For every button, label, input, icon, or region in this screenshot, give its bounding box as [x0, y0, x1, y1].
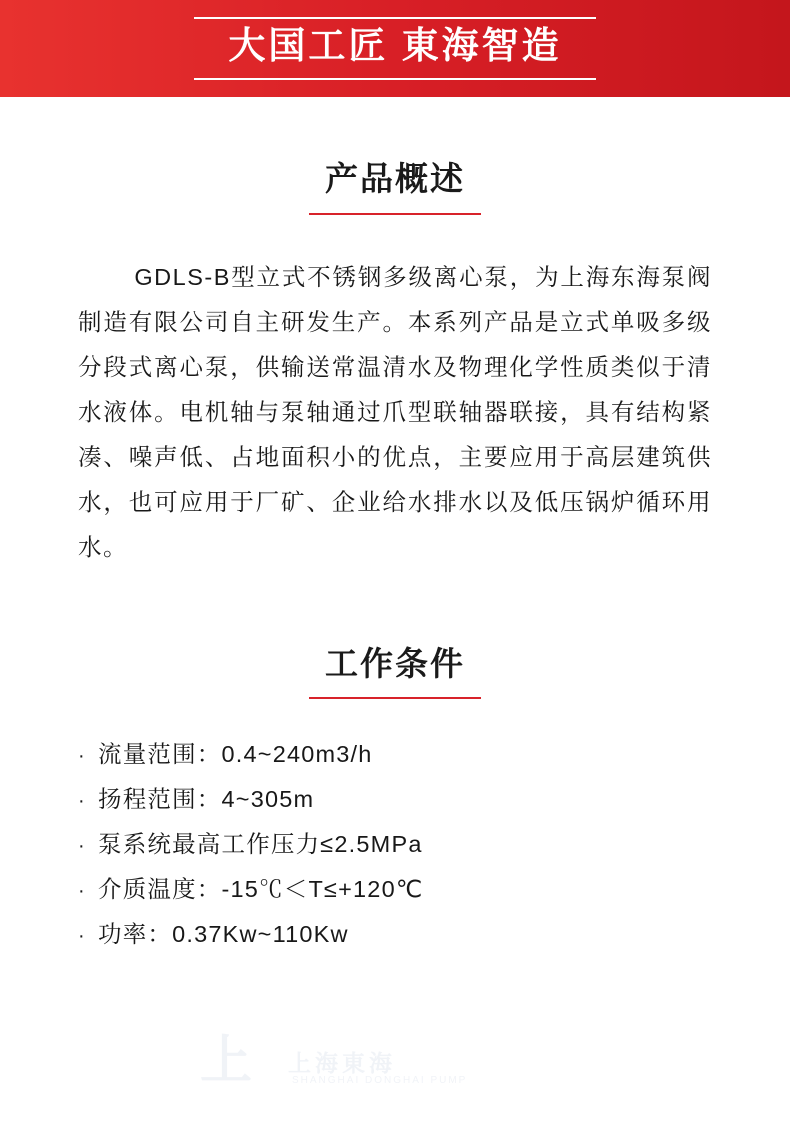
watermark-logo-glyph: 上	[200, 1032, 253, 1090]
section-title-conditions: 工作条件	[325, 644, 465, 682]
section-underline-conditions	[309, 697, 481, 699]
overview-paragraph: GDLS-B型立式不锈钢多级离心泵，为上海东海泵阀制造有限公司自主研发生产。本系列产品是立式单吸多级分段式离心泵，供输送常温清水及物理化学性质类似于清水液体。电机轴与泵轴通过爪型联轴器联接，具有结构紧凑、噪声低、占地面积小的优点，主要应用于高层建筑供水，也可应用于厂矿、企业给水排水以及低压锅炉循环用水。	[78, 263, 712, 560]
spacer-top	[0, 97, 790, 159]
watermark-logo-icon	[200, 1032, 270, 1097]
section-heading-wrap	[0, 159, 790, 215]
list-item	[78, 778, 790, 823]
bullet-icon: ·	[78, 745, 86, 768]
spec-text: 泵系统最高工作压力≤2.5MPa	[98, 831, 423, 858]
section-heading-wrap-2	[0, 644, 790, 700]
section-underline-overview	[309, 213, 481, 215]
bullet-icon: ·	[78, 790, 86, 813]
list-item	[78, 823, 790, 868]
spacer-mid	[0, 570, 790, 644]
banner-frame	[194, 17, 595, 80]
section-title-overview: 产品概述	[325, 160, 465, 197]
spec-text: 功率：0.37Kw~110Kw	[98, 921, 349, 948]
banner-title: 大国工匠 東海智造	[228, 25, 562, 67]
bullet-icon: ·	[78, 880, 86, 903]
bullet-icon: ·	[78, 925, 86, 948]
section-product-overview	[0, 159, 790, 570]
spec-text: 扬程范围：4~305m	[98, 786, 315, 813]
section-working-conditions	[0, 644, 790, 959]
spec-text: 流量范围：0.4~240m3/h	[98, 741, 373, 768]
watermark-subtitle: SHANGHAI DONGHAI PUMP	[292, 1075, 468, 1086]
page-banner	[0, 0, 790, 97]
watermark-name: 上海東海	[288, 1050, 396, 1076]
list-item	[78, 868, 790, 913]
list-item	[78, 733, 790, 778]
spec-text: 介质温度：-15℃＜T≤+120℃	[98, 876, 424, 903]
list-item	[78, 913, 790, 958]
company-watermark	[170, 1023, 600, 1113]
bullet-icon: ·	[78, 835, 86, 858]
spec-list	[0, 733, 790, 958]
